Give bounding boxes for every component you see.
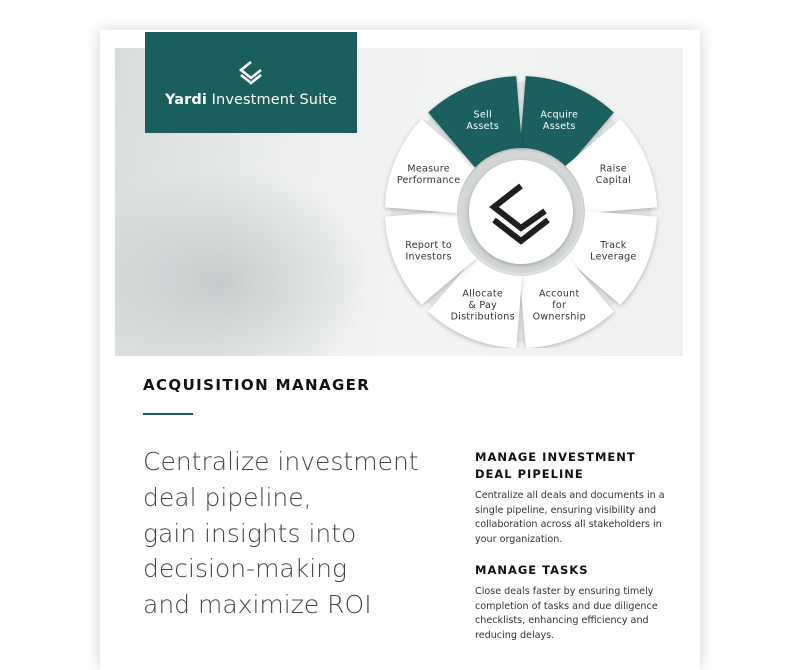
wheel-segment-label: Allocate & Pay Distributions <box>450 288 515 323</box>
page-title: ACQUISITION MANAGER <box>143 376 371 394</box>
feature-column <box>475 449 675 658</box>
wheel-segment-label: Account for Ownership <box>532 288 586 323</box>
logo-text: Yardi Investment Suite <box>164 92 338 108</box>
section-heading: MANAGE TASKS <box>475 562 589 577</box>
wheel-segment-label: Measure Performance <box>396 163 461 186</box>
headline-line: deal pipeline, <box>143 482 312 512</box>
handshake-image <box>115 168 375 356</box>
layers-logo-icon <box>237 60 265 86</box>
wheel-segment-label: Raise Capital <box>595 163 632 186</box>
yardi-logo <box>145 32 357 133</box>
wheel-segment-label: Acquire Assets <box>540 109 579 132</box>
wheel-hub <box>469 160 573 264</box>
headline-line: Centralize investment <box>143 447 419 476</box>
wheel-segment-label: Sell Assets <box>466 109 500 132</box>
headline-line: decision-making <box>143 554 348 584</box>
section-body: Centralize all deals and documents in a single pipeline, ensuring visibility and collaboration across all stakeholders in your organization. <box>475 490 665 546</box>
wheel-segment-label: Report to Investors <box>405 240 452 263</box>
investment-cycle-wheel <box>380 66 662 348</box>
section-heading: MANAGE INVESTMENT DEAL PIPELINE <box>475 450 636 481</box>
wheel-segment-label: Track Leverage <box>590 240 637 263</box>
headline <box>143 444 443 623</box>
headline-line: and maximize ROI <box>143 590 372 620</box>
title-divider <box>143 413 193 415</box>
headline-line: gain insights into <box>143 518 357 548</box>
section-body: Close deals faster by ensuring timely completion of tasks and due diligence checklists, enhancing efficiency and reducing delays. <box>475 585 658 641</box>
